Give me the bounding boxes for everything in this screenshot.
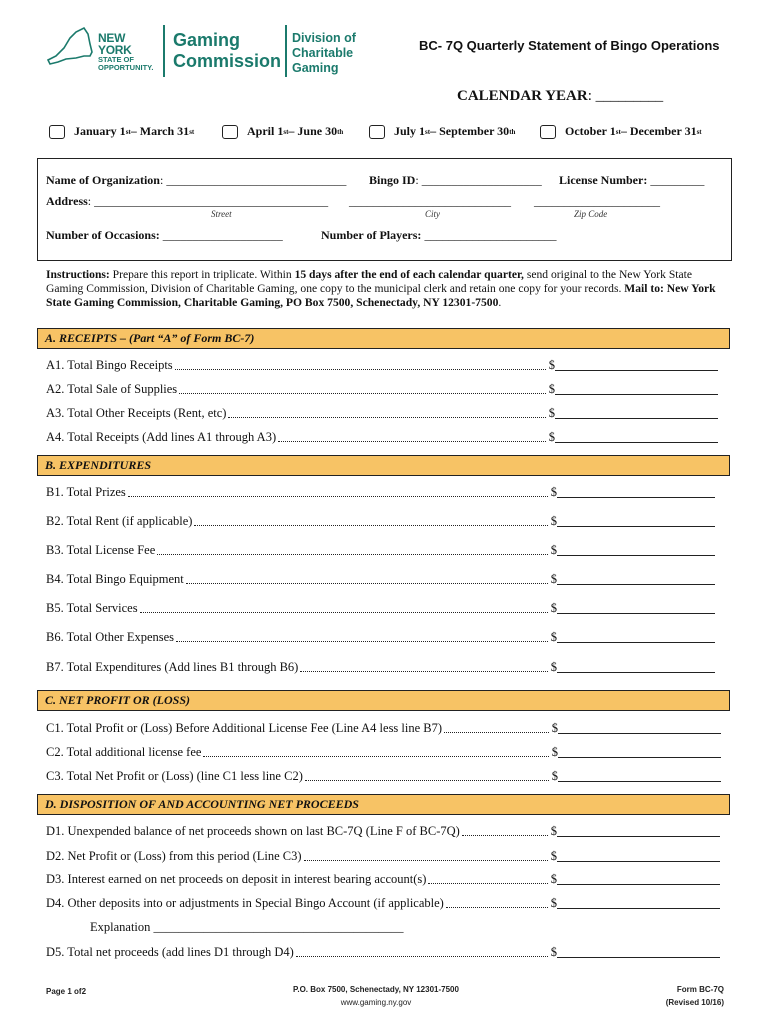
dollar-sign: $: [548, 406, 555, 420]
section-b-header: [37, 455, 730, 476]
document-title: BC- 7Q Quarterly Statement of Bingo Operations: [419, 38, 720, 53]
expenditures-line-label: B6. Total Other Expenses: [46, 630, 175, 644]
dollar-sign: $: [550, 824, 557, 838]
dollar-sign: $: [550, 485, 557, 499]
expenditures-line-label: B3. Total License Fee: [46, 543, 156, 557]
dotted-leader: [304, 859, 548, 861]
number-of-players-field[interactable]: Number of Players: ______________________: [321, 228, 557, 242]
amount-input[interactable]: [558, 745, 721, 758]
net-profit-line-label: C3. Total Net Profit or (Loss) (line C1 less line C2): [46, 769, 303, 783]
instructions-paragraph: Instructions: Prepare this report in triplicate. Within 15 days after the end of each calendar quarter, send original to the New York State Gaming Commission, Division of Charitable Gaming, one copy to the municipal clerk and retain one copy for your records. Mail to: New York State Gaming Commission, Charitable Gaming, PO Box 7500, Schenectady, NY 12301-7500.: [46, 268, 716, 309]
expenditures-line-1[interactable]: [46, 485, 715, 500]
net-profit-line-label: C2. Total additional license fee: [46, 745, 202, 759]
page-number: Page 1 of2: [46, 987, 87, 996]
section-b-title: B. EXPENDITURES: [45, 458, 152, 472]
dotted-leader: [176, 640, 548, 642]
section-a-header: [37, 328, 730, 349]
logo-division-line3: Gaming: [292, 61, 339, 75]
section-c-header: [37, 690, 730, 711]
expenditures-line-label: B2. Total Rent (if applicable): [46, 514, 193, 528]
dotted-leader: [179, 392, 546, 394]
calendar-year[interactable]: [457, 88, 663, 105]
dotted-leader: [300, 670, 547, 672]
expenditures-line-6[interactable]: [46, 630, 715, 645]
section-a-title: A. RECEIPTS – (Part “A” of Form BC-7): [45, 331, 255, 345]
dollar-sign: $: [550, 896, 557, 910]
amount-input[interactable]: [557, 849, 720, 862]
dotted-leader: [157, 553, 547, 555]
expenditures-line-label: B1. Total Prizes: [46, 485, 126, 499]
footer-website: www.gaming.ny.gov: [340, 998, 412, 1007]
quarter-option-q1[interactable]: January 1 st – March 31 st: [49, 124, 194, 139]
amount-input[interactable]: [555, 430, 718, 443]
bingo-id-field[interactable]: Bingo ID: ____________________: [369, 173, 542, 187]
expenditures-line-3[interactable]: [46, 543, 715, 558]
quarter-checkbox-q1[interactable]: [49, 125, 65, 139]
dotted-leader: [228, 416, 545, 418]
explanation-field[interactable]: Explanation ________________________________________: [90, 920, 404, 934]
net-profit-line-2[interactable]: [46, 745, 721, 760]
logo-divider-2: [285, 25, 287, 77]
dotted-leader: [186, 582, 548, 584]
net-profit-line-1[interactable]: [46, 721, 721, 736]
dollar-sign: $: [550, 872, 557, 886]
disposition-line-3[interactable]: [46, 872, 720, 887]
amount-input[interactable]: [557, 485, 715, 498]
quarter-option-q4[interactable]: October 1 st – December 31 st: [540, 124, 702, 139]
amount-input[interactable]: [557, 543, 715, 556]
dollar-sign: $: [550, 849, 557, 863]
dollar-sign: $: [550, 660, 557, 674]
amount-input[interactable]: [557, 514, 715, 527]
form-revised-date: (Revised 10/16): [665, 998, 724, 1007]
disposition-line-d5-1[interactable]: [46, 945, 720, 960]
dollar-sign: $: [548, 430, 555, 444]
dotted-leader: [428, 882, 547, 884]
number-of-occasions-field[interactable]: Number of Occasions: ____________________: [46, 228, 283, 242]
dotted-leader: [140, 611, 548, 613]
amount-input[interactable]: [557, 824, 720, 837]
disposition-line-d5-label: D5. Total net proceeds (add lines D1 through D4): [46, 945, 294, 959]
dollar-sign: $: [550, 945, 557, 959]
expenditures-line-2[interactable]: [46, 514, 715, 529]
section-c-title: C. NET PROFIT OR (LOSS): [45, 693, 191, 707]
quarter-checkbox-q3[interactable]: [369, 125, 385, 139]
dollar-sign: $: [551, 769, 558, 783]
logo-gaming-line1: Gaming: [173, 30, 241, 50]
section-d-title: D. DISPOSITION OF AND ACCOUNTING NET PROCEEDS: [45, 797, 359, 811]
address-city-field[interactable]: ___________________________: [349, 194, 511, 208]
dollar-sign: $: [550, 543, 557, 557]
logo-division-line2: Charitable: [292, 46, 354, 60]
dotted-leader: [175, 368, 546, 370]
receipts-line-label: A1. Total Bingo Receipts: [46, 358, 173, 372]
logo-divider: [163, 25, 165, 77]
amount-input[interactable]: [557, 896, 720, 909]
dollar-sign: $: [550, 601, 557, 615]
disposition-line-2[interactable]: [46, 849, 720, 864]
quarter-checkbox-q2[interactable]: [222, 125, 238, 139]
dotted-leader: [296, 955, 548, 957]
logo-ny-line3: OPPORTUNITY.: [98, 62, 154, 72]
expenditures-line-5[interactable]: [46, 601, 715, 616]
quarter-checkbox-q4[interactable]: [540, 125, 556, 139]
amount-input[interactable]: [557, 872, 720, 885]
dollar-sign: $: [548, 382, 555, 396]
section-d-header: [37, 794, 730, 815]
receipts-line-1[interactable]: [46, 358, 718, 373]
dotted-leader: [194, 524, 547, 526]
dotted-leader: [444, 731, 549, 733]
address-street-field[interactable]: Address: _______________________________________: [46, 194, 329, 208]
city-caption: City: [425, 209, 440, 219]
street-caption: Street: [211, 209, 232, 219]
net-profit-line-3[interactable]: [46, 769, 721, 784]
receipts-line-label: A4. Total Receipts (Add lines A1 through A3): [46, 430, 277, 444]
amount-input[interactable]: [558, 769, 721, 782]
disposition-line-label: D4. Other deposits into or adjustments in Special Bingo Account (if applicable): [46, 896, 444, 910]
dotted-leader: [462, 834, 548, 836]
dollar-sign: $: [551, 745, 558, 759]
amount-input[interactable]: [555, 358, 718, 371]
dotted-leader: [278, 440, 546, 442]
zip-caption: Zip Code: [574, 209, 608, 219]
expenditures-line-label: B5. Total Services: [46, 601, 138, 615]
address-zip-field[interactable]: _____________________: [534, 194, 660, 208]
dollar-sign: $: [551, 721, 558, 735]
expenditures-line-7[interactable]: [46, 660, 715, 675]
calendar-year-field[interactable]: : _________: [587, 88, 664, 104]
amount-input[interactable]: [558, 721, 721, 734]
disposition-line-label: D1. Unexpended balance of net proceeds shown on last BC-7Q (Line F of BC-7Q): [46, 824, 460, 838]
dollar-sign: $: [548, 358, 555, 372]
amount-input[interactable]: [555, 406, 718, 419]
dotted-leader: [305, 779, 549, 781]
dotted-leader: [446, 906, 548, 908]
expenditures-line-label: B4. Total Bingo Equipment: [46, 572, 184, 586]
disposition-line-4[interactable]: [46, 896, 720, 911]
ny-state-map-icon: [46, 26, 98, 66]
license-number-field[interactable]: License Number: _________: [559, 173, 705, 187]
quarter-option-q3[interactable]: July 1 st – September 30 th: [369, 124, 515, 139]
amount-input[interactable]: [557, 660, 715, 673]
division-logo: [292, 31, 356, 76]
expenditures-line-4[interactable]: [46, 572, 715, 587]
disposition-line-label: D2. Net Profit or (Loss) from this period (Line C3): [46, 849, 302, 863]
gaming-commission-logo: [173, 30, 281, 72]
receipts-line-4[interactable]: [46, 430, 718, 445]
net-profit-line-label: C1. Total Profit or (Loss) Before Additional License Fee (Line A4 less line B7): [46, 721, 443, 735]
amount-input[interactable]: [557, 630, 715, 643]
amount-input[interactable]: [557, 601, 715, 614]
receipts-line-label: A3. Total Other Receipts (Rent, etc): [46, 406, 227, 420]
logo-gaming-line2: Commission: [173, 51, 282, 71]
ny-state-logo: [46, 26, 158, 76]
receipts-line-3[interactable]: [46, 406, 718, 421]
logo-division-line1: Division of: [292, 31, 356, 45]
receipts-line-label: A2. Total Sale of Supplies: [46, 382, 178, 396]
dollar-sign: $: [550, 630, 557, 644]
amount-input[interactable]: [557, 945, 720, 958]
receipts-line-2[interactable]: [46, 382, 718, 397]
amount-input[interactable]: [557, 572, 715, 585]
amount-input[interactable]: [555, 382, 718, 395]
quarter-option-q2[interactable]: April 1 st – June 30 th: [222, 124, 343, 139]
expenditures-line-label: B7. Total Expenditures (Add lines B1 through B6): [46, 660, 299, 674]
dotted-leader: [128, 495, 548, 497]
logo-ny-line1: NEW YORK: [98, 31, 132, 57]
dollar-sign: $: [550, 572, 557, 586]
form-number: Form BC-7Q: [676, 985, 724, 994]
calendar-year-label: CALENDAR YEAR: [457, 88, 588, 104]
dollar-sign: $: [550, 514, 557, 528]
footer-address: P.O. Box 7500, Schenectady, NY 12301-7500: [293, 985, 459, 994]
dotted-leader: [203, 755, 548, 757]
disposition-line-label: D3. Interest earned on net proceeds on deposit in interest bearing account(s): [46, 872, 427, 886]
organization-name-field[interactable]: Name of Organization: ______________________________: [46, 173, 347, 187]
logo-ny-line2: STATE OF: [98, 55, 134, 64]
disposition-line-1[interactable]: [46, 824, 720, 839]
